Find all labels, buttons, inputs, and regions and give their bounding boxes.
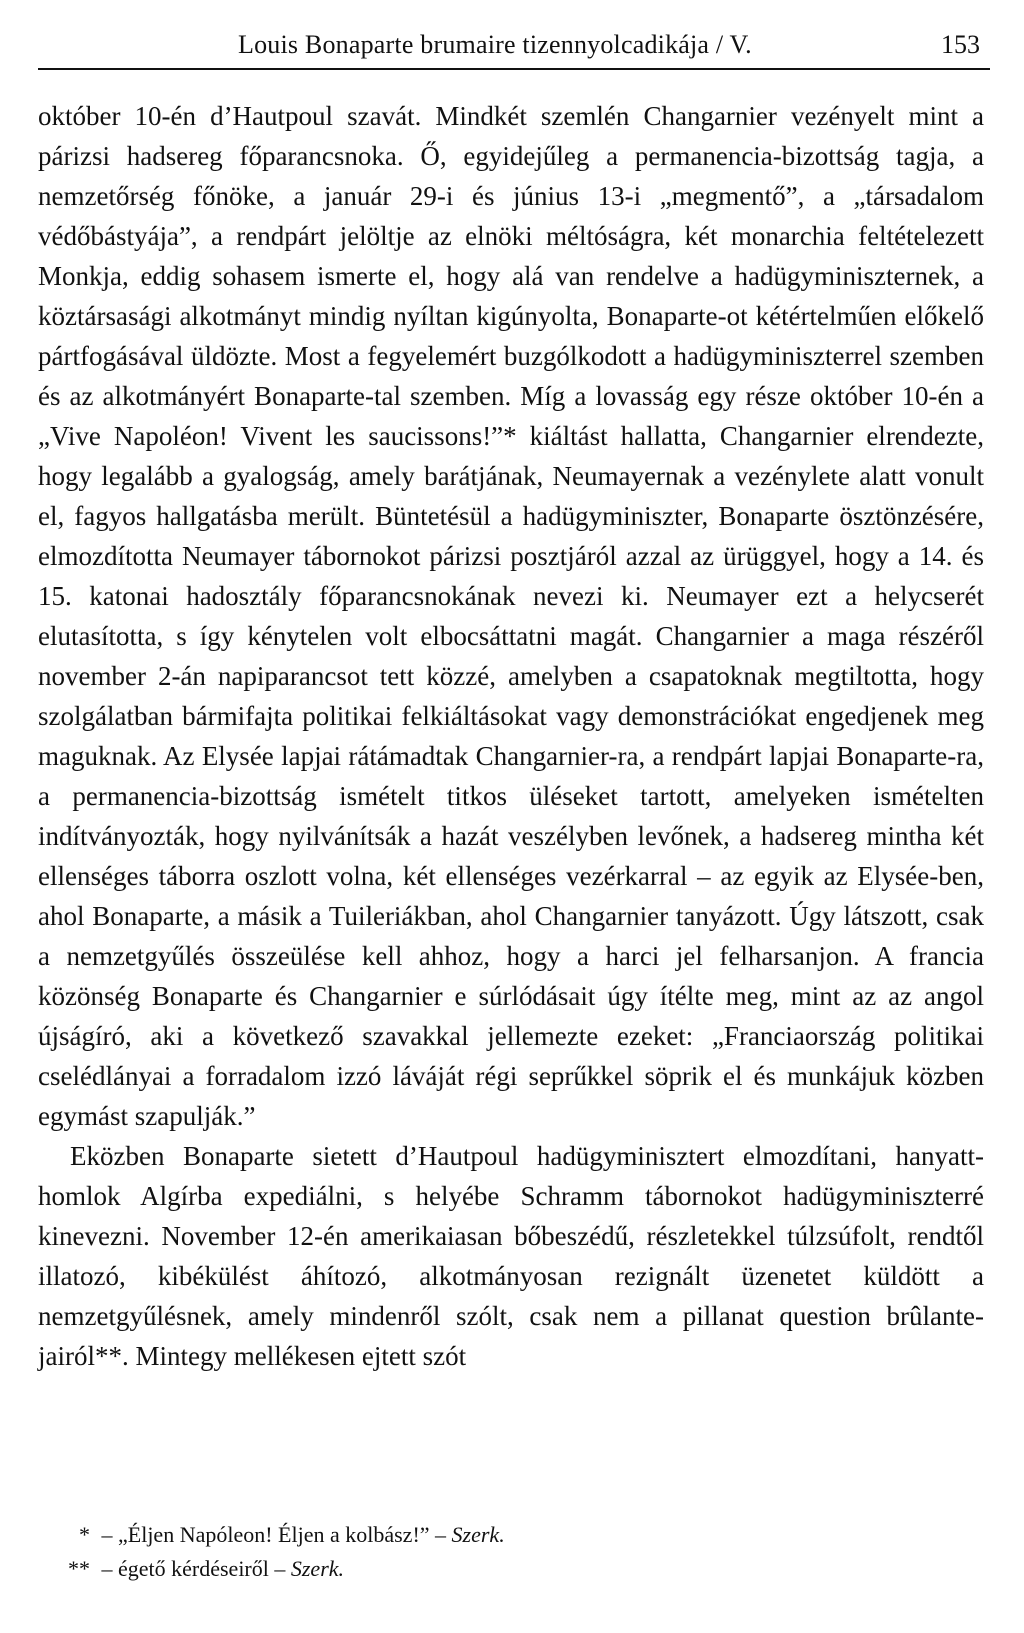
footnote-text: – égető kérdéseiről – bbox=[101, 1556, 286, 1581]
footnote-editor: Szerk. bbox=[451, 1522, 505, 1547]
running-title: Louis Bonaparte brumaire tizennyolcadikája / V. bbox=[238, 30, 752, 59]
footnote-text: – „Éljen Napóleon! Éljen a kolbász!” – bbox=[101, 1522, 447, 1547]
footnote-editor: Szerk. bbox=[290, 1556, 345, 1581]
footnote-2 bbox=[38, 1552, 938, 1586]
footnote-marker: * bbox=[79, 1522, 90, 1547]
footnotes bbox=[38, 1518, 938, 1586]
footnote-marker: ** bbox=[68, 1556, 90, 1581]
book-page bbox=[38, 0, 990, 1633]
footnote-1 bbox=[38, 1518, 938, 1552]
running-head bbox=[38, 24, 990, 64]
page-number: 153 bbox=[941, 30, 980, 59]
paragraph-2: Eközben Bonaparte sietett d’Hautpoul hadügyminisztert elmozdítani, hanyatt-homlok Algírba expediálni, s helyébe Schramm tábornokot hadügyminiszterré kinevezni. November 12-én amerikaiasan bőbeszédű, részletekkel túlzsúfolt, rendtől illatozó, kibékülést áhítozó, alkotmányosan rezignált üzenetet küldött a nemzetgyűlésnek, amely mindenről szólt, csak nem a pillanat question brûlante-jairól**. Mintegy mellékesen ejtett szót bbox=[38, 1141, 984, 1371]
header-rule bbox=[38, 68, 990, 70]
paragraph-1: október 10-én d’Hautpoul szavát. Mindkét szemlén Changarnier vezényelt mint a párizsi hadsereg főparancsnoka. Ő, egyidejűleg a permanencia-bizottság tagja, a nemzetőrség főnöke, a január 29-i és június 13-i „megmentő”, a „társadalom védőbástyája”, a rendpárt jelöltje az elnöki méltóságra, két monarchia feltételezett Monkja, eddig sohasem ismerte el, hogy alá van rendelve a hadügyminiszternek, a köztársasági alkotmányt mindig nyíltan kigúnyolta, Bonaparte-ot kétértelműen előkelő pártfogásával üldözte. Most a fegyelemért buzgólkodott a hadügyminiszterrel szemben és az alkotmányért Bonaparte-tal szemben. Míg a lovasság egy része október 10-én a „Vive Napoléon! Vivent les saucissons!”* kiáltást hallatta, Changarnier elrendezte, hogy legalább a gyalogság, amely barátjának, Neumayernak a vezénylete alatt vonult el, fagyos hallgatásba merült. Büntetésül a hadügyminiszter, Bonaparte ösztönzésére, elmozdította Neumayer tábornokot párizsi posztjáról azzal az ürüggyel, hogy a 14. és 15. katonai hadosztály főparancsnokának nevezi ki. Neumayer ezt a helycserét elutasította, s így kénytelen volt elbocsáttatni magát. Changarnier a maga részéről november 2-án napiparancsot tett közzé, amelyben a csapatoknak megtiltotta, hogy szolgálatban bármifajta politikai felkiáltásokat vagy demonstrációkat engedjenek meg maguknak. Az Elysée lapjai rátámadtak Changarnier-ra, a rendpárt lapjai Bonaparte-ra, a permanencia-bizottság ismételt titkos üléseket tartott, amelyeken ismételten indítványozták, hogy nyilvánítsák a hazát veszélyben levőnek, a hadsereg mintha két ellenséges táborra oszlott volna, két ellenséges vezérkarral – az egyik az Elysée-ben, ahol Bonaparte, a másik a Tuileriákban, ahol Changarnier tanyázott. Úgy látszott, csak a nemzetgyűlés összeülése kell ahhoz, hogy a harci jel felharsanjon. A francia közönség Bonaparte és Changarnier e súrlódásait úgy ítélte meg, mint az az angol újságíró, aki a következő szavakkal jellemezte ezeket: „Franciaország politikai cselédlányai a forradalom izzó láváját régi seprűkkel söprik el és munkájuk közben egymást szapulják.” bbox=[38, 101, 984, 1131]
body-text bbox=[38, 96, 984, 1376]
